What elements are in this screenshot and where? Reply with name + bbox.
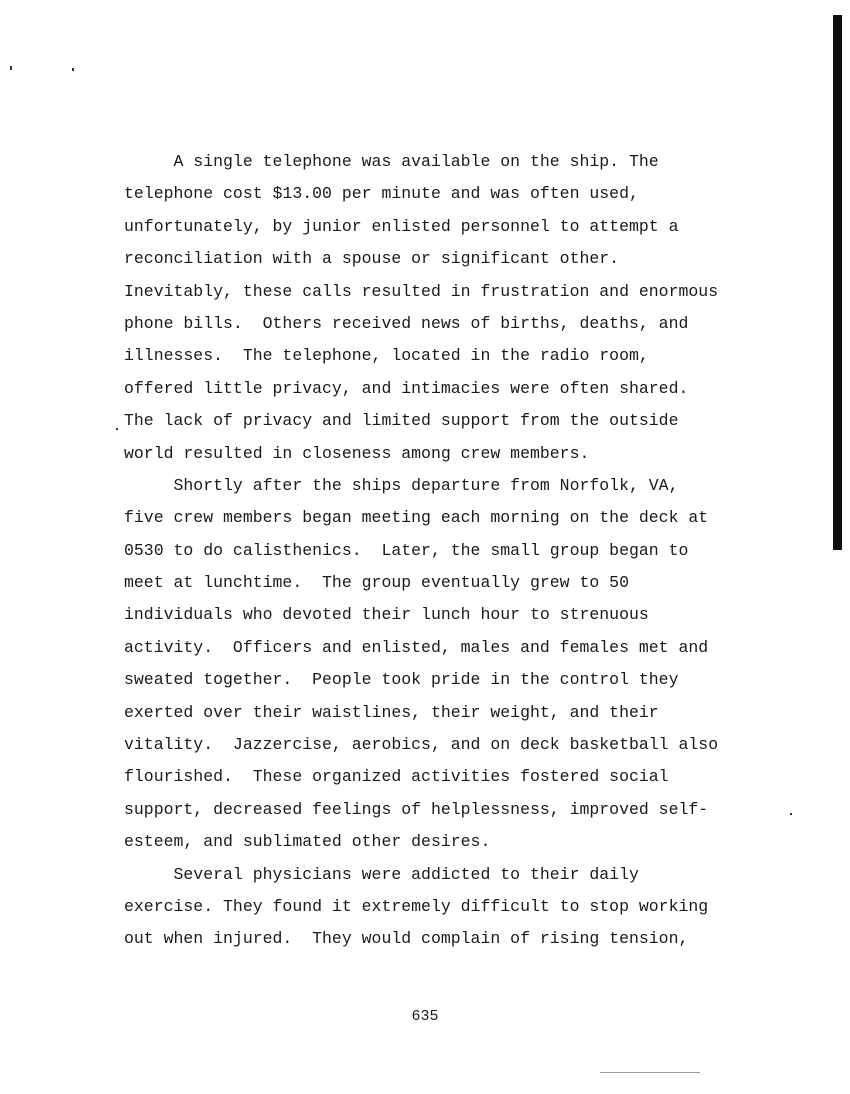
page-number: 635 [411, 1008, 439, 1025]
text-line: support, decreased feelings of helplessness, improved self- [124, 799, 709, 819]
scan-speck [790, 813, 792, 815]
text-line: exercise. They found it extremely difficult to stop working [124, 896, 709, 916]
text-line: illnesses. The telephone, located in the radio room, [124, 346, 649, 366]
text-line: telephone cost $13.00 per minute and was often used, [124, 184, 639, 204]
text-line: Several physicians were addicted to their daily [124, 864, 639, 884]
text-line: individuals who devoted their lunch hour to strenuous [124, 605, 649, 625]
text-line: Inevitably, these calls resulted in frustration and enormous [124, 281, 719, 301]
text-line: esteem, and sublimated other desires. [124, 832, 491, 852]
text-line: sweated together. People took pride in the control they [124, 670, 679, 690]
scan-speck [600, 1072, 700, 1073]
text-line: exerted over their waistlines, their weight, and their [124, 702, 659, 722]
text-line: Shortly after the ships departure from Norfolk, VA, [124, 475, 679, 495]
scan-edge-bar [833, 15, 842, 550]
text-line: offered little privacy, and intimacies were often shared. [124, 378, 689, 398]
text-line: phone bills. Others received news of births, deaths, and [124, 313, 689, 333]
text-line: out when injured. They would complain of rising tension, [124, 929, 689, 949]
text-line: unfortunately, by junior enlisted personnel to attempt a [124, 216, 679, 236]
body-text [124, 146, 718, 956]
text-line: flourished. These organized activities fostered social [124, 767, 669, 787]
scan-speck [116, 428, 118, 430]
text-line: reconciliation with a spouse or significant other. [124, 249, 620, 269]
text-line: The lack of privacy and limited support from the outside [124, 411, 679, 431]
scan-speck [10, 66, 12, 70]
text-line: world resulted in closeness among crew members. [124, 443, 590, 463]
text-line: meet at lunchtime. The group eventually grew to 50 [124, 573, 629, 593]
scan-speck [72, 68, 74, 71]
text-line: five crew members began meeting each morning on the deck at [124, 508, 709, 528]
text-line: A single telephone was available on the ship. The [124, 152, 659, 171]
text-line: vitality. Jazzercise, aerobics, and on deck basketball also [124, 735, 719, 755]
text-line: 0530 to do calisthenics. Later, the small group began to [124, 540, 689, 560]
text-line: activity. Officers and enlisted, males and females met and [124, 637, 709, 657]
